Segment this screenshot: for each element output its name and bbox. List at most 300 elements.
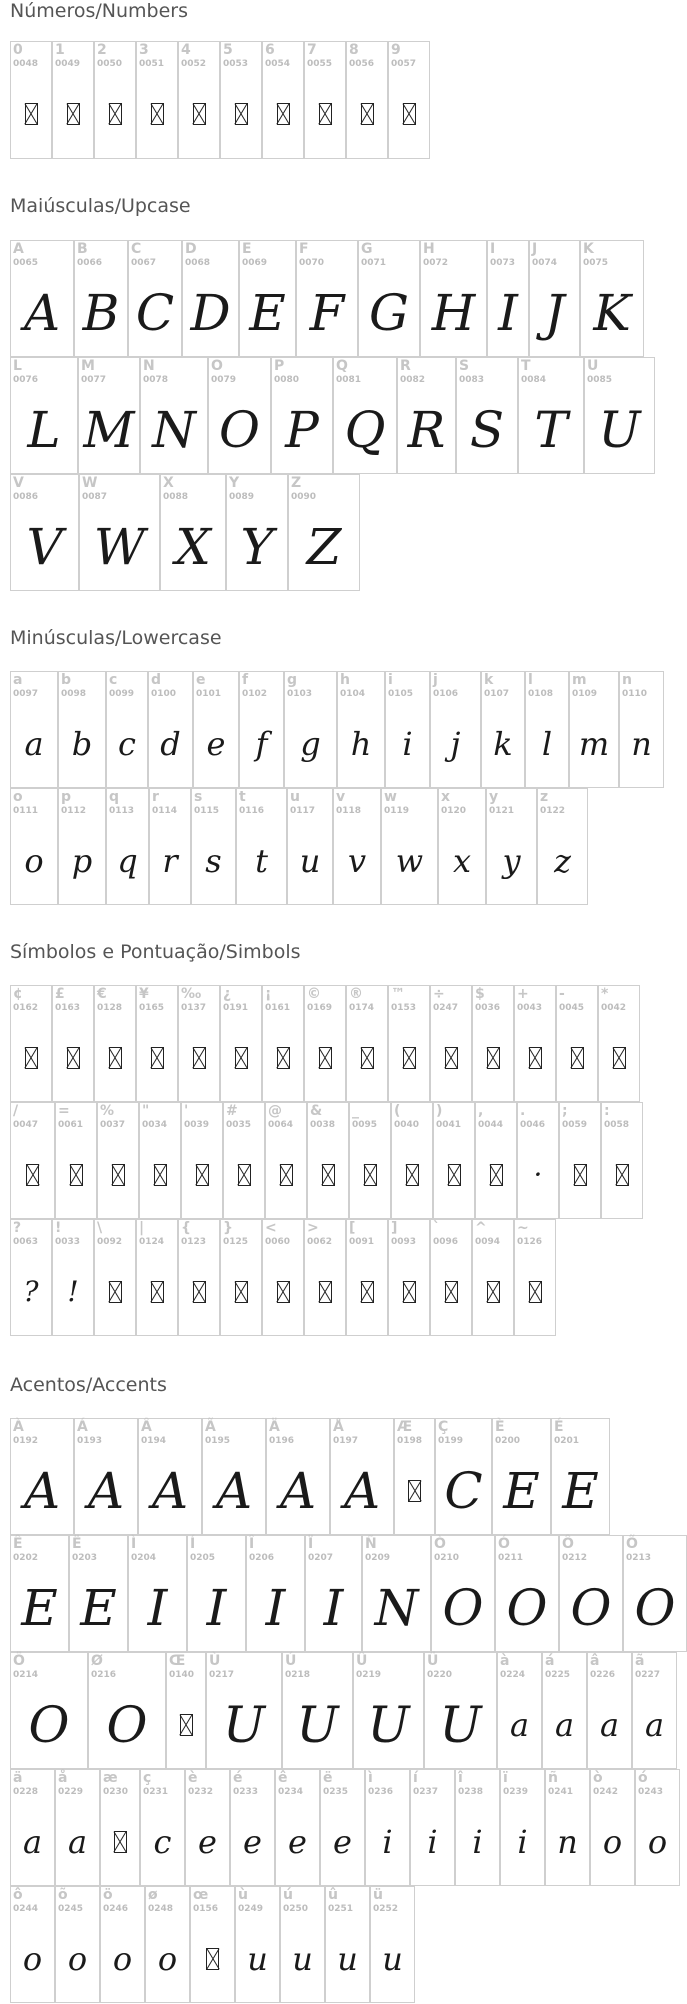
glyph-cell — [391, 1102, 433, 1219]
missing-glyph-icon — [266, 1131, 306, 1218]
glyph-code-label: 0108 — [528, 689, 554, 699]
glyph-cell — [410, 1769, 455, 1886]
missing-glyph-icon — [180, 1714, 193, 1736]
glyph-cell — [208, 357, 271, 474]
glyph-character-label: ^ — [475, 1220, 487, 1236]
glyph-code-label: 0096 — [433, 1237, 459, 1247]
glyph-cell — [202, 1418, 266, 1535]
glyph-sample: C — [444, 1461, 483, 1520]
glyph-code-label: 0156 — [193, 1904, 219, 1914]
missing-glyph-icon — [560, 1131, 600, 1218]
glyph-character-label: j — [433, 672, 438, 688]
glyph-sample: I — [498, 283, 518, 342]
glyph-character-label: T — [521, 358, 531, 374]
glyph-character-label: à — [500, 1653, 510, 1669]
glyph-character-label: m — [572, 672, 587, 688]
missing-glyph-icon — [529, 1281, 542, 1303]
glyph-sample: k — [493, 724, 513, 763]
glyph-character-label: ‰ — [181, 986, 202, 1002]
glyph-cell — [472, 1219, 514, 1336]
glyph-character-label: i — [388, 672, 393, 688]
glyph-code-label: 0046 — [520, 1120, 546, 1130]
glyph-cell — [333, 788, 381, 905]
glyph-cell — [556, 985, 598, 1102]
glyph-code-label: 0228 — [13, 1787, 39, 1797]
missing-glyph-icon — [392, 1131, 432, 1218]
glyph-cell — [397, 357, 456, 474]
missing-glyph-icon — [151, 1047, 164, 1069]
glyph-cell — [148, 671, 193, 788]
missing-glyph-icon — [347, 1248, 387, 1335]
glyph-code-label: 0106 — [433, 689, 459, 699]
glyph-cell — [58, 671, 106, 788]
missing-glyph-icon — [277, 1281, 290, 1303]
glyph-code-label: 0205 — [190, 1553, 216, 1563]
glyph-code-label: 0042 — [601, 1003, 627, 1013]
glyph-code-label: 0048 — [13, 59, 39, 69]
glyph-character-label: q — [109, 789, 120, 805]
missing-glyph-icon — [476, 1131, 516, 1218]
glyph-code-label: 0051 — [139, 59, 165, 69]
glyph-code-label: 0195 — [205, 1436, 231, 1446]
glyph-character-label: # — [226, 1103, 238, 1119]
missing-glyph-icon — [445, 1047, 458, 1069]
glyph-code-label: 0213 — [626, 1553, 652, 1563]
glyph-cell — [632, 1652, 677, 1769]
glyph-code-label: 0068 — [185, 258, 211, 268]
missing-glyph-icon — [109, 103, 122, 125]
glyph-character-label: E — [242, 241, 252, 257]
glyph-code-label: 0232 — [188, 1787, 214, 1797]
glyph-cell — [193, 671, 239, 788]
glyph-cell — [394, 1418, 435, 1535]
glyph-character-label: Â — [141, 1419, 152, 1435]
glyph-cell — [388, 1219, 430, 1336]
glyph-character-label: À — [13, 1419, 24, 1435]
glyph-sample: ? — [23, 1275, 39, 1308]
glyph-code-label: 0249 — [238, 1904, 264, 1914]
glyph-cell — [388, 41, 430, 159]
section-title-numbers: Números/Numbers — [10, 0, 188, 22]
glyph-character-label: æ — [103, 1770, 118, 1786]
glyph-code-label: 0078 — [143, 375, 169, 385]
glyph-code-label: 0050 — [97, 59, 123, 69]
glyph-code-label: 0098 — [61, 689, 87, 699]
missing-glyph-icon — [25, 103, 38, 125]
glyph-cell — [388, 985, 430, 1102]
glyph-cell — [187, 1535, 246, 1652]
glyph-sample: W — [93, 517, 146, 576]
glyph-code-label: 0193 — [77, 1436, 103, 1446]
glyph-cell — [304, 1219, 346, 1336]
glyph-cell — [385, 671, 430, 788]
missing-glyph-icon — [408, 1480, 421, 1502]
glyph-sample: K — [593, 283, 631, 342]
glyph-code-label: 0072 — [423, 258, 449, 268]
glyph-sample: a — [509, 1705, 530, 1744]
glyph-cell — [635, 1769, 680, 1886]
missing-glyph-icon — [112, 1164, 125, 1186]
glyph-sample: i — [472, 1822, 483, 1861]
glyph-code-label: 0109 — [572, 689, 598, 699]
glyph-cell — [495, 1535, 559, 1652]
glyph-character-label: © — [307, 986, 321, 1002]
glyph-character-label: F — [299, 241, 309, 257]
glyph-character-label: ç — [143, 1770, 152, 1786]
glyph-sample: A — [215, 1461, 253, 1520]
glyph-cell — [185, 1769, 230, 1886]
glyph-sample: O — [506, 1578, 548, 1637]
glyph-character-label: f — [242, 672, 249, 688]
glyph-character-label: Å — [333, 1419, 344, 1435]
glyph-cell — [226, 474, 288, 591]
glyph-cell — [69, 1535, 128, 1652]
glyph-sample: O — [106, 1695, 148, 1754]
glyph-cell — [10, 240, 74, 357]
missing-glyph-icon — [137, 70, 177, 158]
glyph-sample: · — [533, 1158, 543, 1191]
glyph-cell — [542, 1652, 587, 1769]
glyph-code-label: 0080 — [274, 375, 300, 385]
glyph-code-label: 0236 — [368, 1787, 394, 1797]
glyph-code-label: 0062 — [307, 1237, 333, 1247]
missing-glyph-icon — [191, 1915, 234, 2002]
glyph-character-label: ¿ — [223, 986, 232, 1002]
glyph-code-label: 0055 — [307, 59, 333, 69]
glyph-cell — [106, 671, 148, 788]
glyph-cell — [74, 240, 128, 357]
glyph-cell — [160, 474, 226, 591]
glyph-code-label: 0122 — [540, 806, 566, 816]
glyph-cell — [420, 240, 487, 357]
glyph-cell — [10, 1535, 69, 1652]
glyph-cell — [10, 1418, 74, 1535]
missing-glyph-icon — [95, 1248, 135, 1335]
glyph-code-label: 0206 — [249, 1553, 275, 1563]
glyph-code-label: 0061 — [58, 1120, 84, 1130]
glyph-character-label: 8 — [349, 42, 359, 58]
glyph-cell — [601, 1102, 643, 1219]
glyph-code-label: 0102 — [242, 689, 268, 699]
glyph-cell — [525, 671, 569, 788]
glyph-cell — [265, 1102, 307, 1219]
glyph-sample: i — [427, 1822, 438, 1861]
missing-glyph-icon — [613, 1047, 626, 1069]
glyph-character-label: $ — [475, 986, 485, 1002]
glyph-character-label: s — [194, 789, 203, 805]
glyph-cell — [145, 1886, 190, 2003]
glyph-character-label: Ü — [427, 1653, 439, 1669]
glyph-character-label: d — [151, 672, 162, 688]
glyph-code-label: 0065 — [13, 258, 39, 268]
glyph-character-label: M — [81, 358, 95, 374]
glyph-sample: U — [367, 1695, 410, 1754]
glyph-code-label: 0220 — [427, 1670, 453, 1680]
missing-glyph-icon — [574, 1164, 587, 1186]
glyph-code-label: 0196 — [269, 1436, 295, 1446]
glyph-code-label: 0219 — [356, 1670, 382, 1680]
glyph-character-label: Ï — [308, 1536, 314, 1552]
glyph-sample: Q — [344, 400, 386, 459]
glyph-code-label: 0199 — [438, 1436, 464, 1446]
missing-glyph-icon — [137, 1014, 177, 1101]
glyph-code-label: 0118 — [336, 806, 362, 816]
glyph-cell — [58, 788, 106, 905]
glyph-sample: ! — [67, 1275, 79, 1308]
missing-glyph-icon — [137, 1248, 177, 1335]
glyph-cell — [128, 240, 182, 357]
glyph-character-label: a — [13, 672, 23, 688]
glyph-code-label: 0081 — [336, 375, 362, 385]
glyph-cell — [492, 1418, 551, 1535]
glyph-character-label: J — [532, 241, 538, 257]
glyph-sample: c — [118, 724, 136, 763]
glyph-code-label: 0214 — [13, 1670, 39, 1680]
glyph-character-label: % — [100, 1103, 115, 1119]
glyph-sample: x — [452, 841, 472, 880]
glyph-cell — [365, 1769, 410, 1886]
glyph-character-label: Ê — [13, 1536, 23, 1552]
glyph-cell — [296, 240, 358, 357]
glyph-code-label: 0044 — [478, 1120, 504, 1130]
glyph-character-label: g — [287, 672, 298, 688]
glyph-cell — [223, 1102, 265, 1219]
glyph-cell — [424, 1652, 497, 1769]
glyph-cell — [305, 1535, 362, 1652]
glyph-cell — [497, 1652, 542, 1769]
glyph-code-label: 0204 — [131, 1553, 157, 1563]
missing-glyph-icon — [235, 1047, 248, 1069]
glyph-character-label: ú — [283, 1887, 293, 1903]
glyph-cell — [500, 1769, 545, 1886]
glyph-cell — [307, 1102, 349, 1219]
glyph-code-label: 0238 — [458, 1787, 484, 1797]
glyph-sample: A — [279, 1461, 317, 1520]
glyph-code-label: 0077 — [81, 375, 107, 385]
glyph-character-label: û — [328, 1887, 338, 1903]
missing-glyph-icon — [193, 1047, 206, 1069]
glyph-code-label: 0191 — [223, 1003, 249, 1013]
missing-glyph-icon — [193, 103, 206, 125]
glyph-code-label: 0120 — [441, 806, 467, 816]
glyph-code-label: 0101 — [196, 689, 222, 699]
glyph-character-label: X — [163, 475, 174, 491]
glyph-character-label: ¢ — [13, 986, 23, 1002]
glyph-code-label: 0242 — [593, 1787, 619, 1797]
missing-glyph-icon — [70, 1164, 83, 1186]
glyph-character-label: H — [423, 241, 435, 257]
glyph-character-label: ` — [433, 1220, 440, 1236]
glyph-code-label: 0198 — [397, 1436, 423, 1446]
glyph-sample: E — [21, 1578, 58, 1637]
glyph-cell — [381, 788, 438, 905]
missing-glyph-icon — [109, 1281, 122, 1303]
glyph-code-label: 0034 — [142, 1120, 168, 1130]
missing-glyph-icon — [487, 1047, 500, 1069]
glyph-cell — [333, 357, 397, 474]
glyph-cell — [569, 671, 619, 788]
glyph-character-label: œ — [193, 1887, 209, 1903]
glyph-code-label: 0227 — [635, 1670, 661, 1680]
missing-glyph-icon — [448, 1164, 461, 1186]
missing-glyph-icon — [308, 1131, 348, 1218]
glyph-cell — [262, 1219, 304, 1336]
glyph-character-label: ì — [368, 1770, 373, 1786]
glyph-cell — [78, 357, 140, 474]
missing-glyph-icon — [434, 1131, 474, 1218]
glyph-cell — [325, 1886, 370, 2003]
glyph-code-label: 0058 — [604, 1120, 630, 1130]
glyph-sample: H — [431, 283, 476, 342]
glyph-sample: a — [24, 724, 44, 763]
glyph-sample: m — [578, 724, 610, 763]
missing-glyph-icon — [347, 1014, 387, 1101]
glyph-character-label: Õ — [626, 1536, 638, 1552]
glyph-code-label: 0234 — [278, 1787, 304, 1797]
missing-glyph-icon — [221, 1248, 261, 1335]
glyph-cell — [10, 1769, 55, 1886]
glyph-cell — [10, 357, 78, 474]
missing-glyph-icon — [95, 1014, 135, 1101]
glyph-character-label: " — [142, 1103, 150, 1119]
glyph-code-label: 0243 — [638, 1787, 664, 1797]
glyph-sample: J — [544, 283, 565, 342]
glyph-character-label: í — [413, 1770, 418, 1786]
glyph-character-label: 2 — [97, 42, 107, 58]
glyph-cell — [178, 41, 220, 159]
glyph-code-label: 0093 — [391, 1237, 417, 1247]
glyph-character-label: e — [196, 672, 206, 688]
glyph-cell — [52, 1219, 94, 1336]
glyph-cell — [545, 1769, 590, 1886]
glyph-code-label: 0035 — [226, 1120, 252, 1130]
glyph-code-label: 0045 — [559, 1003, 585, 1013]
glyph-character-label: L — [13, 358, 22, 374]
glyph-code-label: 0217 — [209, 1670, 235, 1680]
glyph-character-label: ¡ — [265, 986, 272, 1002]
missing-glyph-icon — [235, 1281, 248, 1303]
glyph-sample: f — [255, 724, 268, 763]
glyph-cell — [353, 1652, 424, 1769]
glyph-sample: o — [647, 1822, 668, 1861]
glyph-code-label: 0114 — [152, 806, 178, 816]
glyph-cell — [136, 985, 178, 1102]
missing-glyph-icon — [319, 1281, 332, 1303]
glyph-cell — [349, 1102, 391, 1219]
glyph-character-label: É — [554, 1419, 564, 1435]
glyph-code-label: 0056 — [349, 59, 375, 69]
glyph-character-label: ÷ — [433, 986, 445, 1002]
glyph-character-label: î — [458, 1770, 463, 1786]
glyph-code-label: 0124 — [139, 1237, 165, 1247]
glyph-sample: C — [135, 283, 175, 342]
glyph-code-label: 0052 — [181, 59, 207, 69]
glyph-code-label: 0194 — [141, 1436, 167, 1446]
glyph-code-label: 0251 — [328, 1904, 354, 1914]
glyph-code-label: 0116 — [239, 806, 265, 816]
glyph-code-label: 0230 — [103, 1787, 129, 1797]
glyph-code-label: 0207 — [308, 1553, 334, 1563]
glyph-character-label: { — [181, 1220, 191, 1236]
glyph-character-label: Q — [336, 358, 348, 374]
glyph-sample: u — [247, 1939, 268, 1978]
glyph-character-label: ù — [238, 1887, 248, 1903]
missing-glyph-icon — [235, 103, 248, 125]
glyph-code-label: 0073 — [490, 258, 516, 268]
glyph-character-label: k — [484, 672, 494, 688]
glyph-cell — [52, 41, 94, 159]
glyph-character-label: y — [489, 789, 499, 805]
glyph-cell — [304, 41, 346, 159]
glyph-character-label: / — [13, 1103, 19, 1119]
glyph-sample: V — [26, 517, 63, 576]
glyph-code-label: 0192 — [13, 1436, 39, 1446]
glyph-cell — [431, 1535, 495, 1652]
glyph-sample: D — [190, 283, 231, 342]
glyph-character-label: P — [274, 358, 285, 374]
glyph-code-label: 0038 — [310, 1120, 336, 1130]
glyph-code-label: 0054 — [265, 59, 291, 69]
glyph-cell — [10, 474, 79, 591]
glyph-code-label: 0224 — [500, 1670, 526, 1680]
missing-glyph-icon — [557, 1014, 597, 1101]
missing-glyph-icon — [445, 1281, 458, 1303]
glyph-cell — [100, 1769, 140, 1886]
glyph-cell — [191, 788, 236, 905]
glyph-sample: u — [382, 1939, 403, 1978]
glyph-cell — [514, 985, 556, 1102]
missing-glyph-icon — [431, 1248, 471, 1335]
glyph-code-label: 0097 — [13, 689, 39, 699]
glyph-cell — [55, 1102, 97, 1219]
glyph-cell — [10, 1102, 55, 1219]
glyph-sample: X — [175, 517, 211, 576]
glyph-cell — [580, 240, 644, 357]
glyph-cell — [587, 1652, 632, 1769]
glyph-character-label: C — [131, 241, 142, 257]
glyph-sample: w — [395, 841, 424, 880]
glyph-character-label: Ò — [434, 1536, 446, 1552]
glyph-cell — [94, 1219, 136, 1336]
glyph-character-label: 5 — [223, 42, 233, 58]
glyph-sample: L — [27, 400, 61, 459]
glyph-code-label: 0088 — [163, 492, 189, 502]
missing-glyph-icon — [182, 1131, 222, 1218]
glyph-character-label: Û — [356, 1653, 368, 1669]
glyph-code-label: 0047 — [13, 1120, 39, 1130]
glyph-code-label: 0113 — [109, 806, 135, 816]
glyph-cell — [362, 1535, 431, 1652]
glyph-code-label: 0212 — [562, 1553, 588, 1563]
glyph-character-label: , — [478, 1103, 484, 1119]
missing-glyph-icon — [263, 1014, 303, 1101]
glyph-cell — [138, 1418, 202, 1535]
glyph-code-label: 0036 — [475, 1003, 501, 1013]
glyph-character-label: õ — [58, 1887, 68, 1903]
glyph-sample: F — [309, 283, 345, 342]
missing-glyph-icon — [193, 1281, 206, 1303]
glyph-code-label: 0092 — [97, 1237, 123, 1247]
missing-glyph-icon — [406, 1164, 419, 1186]
glyph-character-label: Ø — [91, 1653, 103, 1669]
glyph-sample: a — [22, 1822, 43, 1861]
glyph-code-label: 0209 — [365, 1553, 391, 1563]
missing-glyph-icon — [364, 1164, 377, 1186]
missing-glyph-icon — [319, 1047, 332, 1069]
glyph-character-label: ~ — [517, 1220, 529, 1236]
glyph-code-label: 0069 — [242, 258, 268, 268]
glyph-character-label: t — [239, 789, 246, 805]
